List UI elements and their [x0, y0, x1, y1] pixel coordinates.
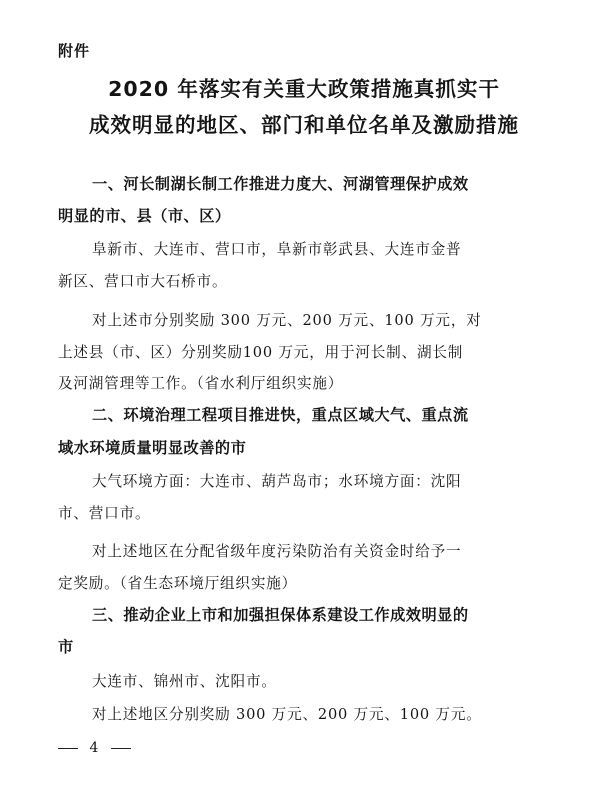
section-3-para-2-line-1: 对上述地区分别奖励 300 万元、200 万元、100 万元。 — [92, 706, 482, 723]
footer-dash-left — [58, 748, 78, 749]
section-2-heading-line-1: 二、环境治理工程项目推进快，重点区域大气、重点流 — [92, 406, 469, 424]
section-1-heading-line-2: 明显的市、县（市、区） — [58, 207, 231, 225]
section-3-heading-line-1: 三、推动企业上市和加强担保体系建设工作成效明显的 — [92, 606, 469, 624]
section-1-heading-line-1: 一、河长制湖长制工作推进力度大、河湖管理保护成效 — [92, 175, 469, 193]
attachment-label: 附件 — [58, 42, 91, 60]
section-1-para-2-line-3: 及河湖管理等工作。（省水利厅组织实施） — [58, 375, 344, 392]
section-2-para-1-line-1: 大气环境方面：大连市、葫芦岛市；水环境方面：沈阳 — [92, 473, 462, 490]
section-2-para-1-line-2: 市、营口市。 — [58, 505, 151, 522]
document-title-line-1: 2020 年落实有关重大政策措施真抓实干 — [108, 77, 500, 101]
section-1-para-2-line-1: 对上述市分别奖励 300 万元、200 万元、100 万元，对 — [92, 312, 482, 329]
section-1-para-1-line-2: 新区、营口市大石桥市。 — [58, 273, 228, 290]
document-title-line-2: 成效明显的地区、部门和单位名单及激励措施 — [89, 113, 519, 137]
section-2-para-2-line-2: 定奖励。（省生态环境厅组织实施） — [58, 575, 298, 592]
section-2-heading-line-2: 域水环境质量明显改善的市 — [58, 439, 247, 457]
section-1-para-1-line-1: 阜新市、大连市、营口市，阜新市彰武县、大连市金普 — [92, 241, 462, 258]
page-number-footer — [58, 740, 131, 756]
section-1-para-2-line-2: 上述县（市、区）分别奖励100 万元，用于河长制、湖长制 — [58, 344, 464, 361]
section-3-heading-line-2: 市 — [58, 638, 74, 656]
footer-dash-right — [111, 748, 131, 749]
page-number: 4 — [89, 740, 100, 756]
section-2-para-2-line-1: 对上述地区在分配省级年度污染防治有关资金时给予一 — [92, 543, 462, 560]
section-3-para-1-line-1: 大连市、锦州市、沈阳市。 — [92, 673, 277, 690]
